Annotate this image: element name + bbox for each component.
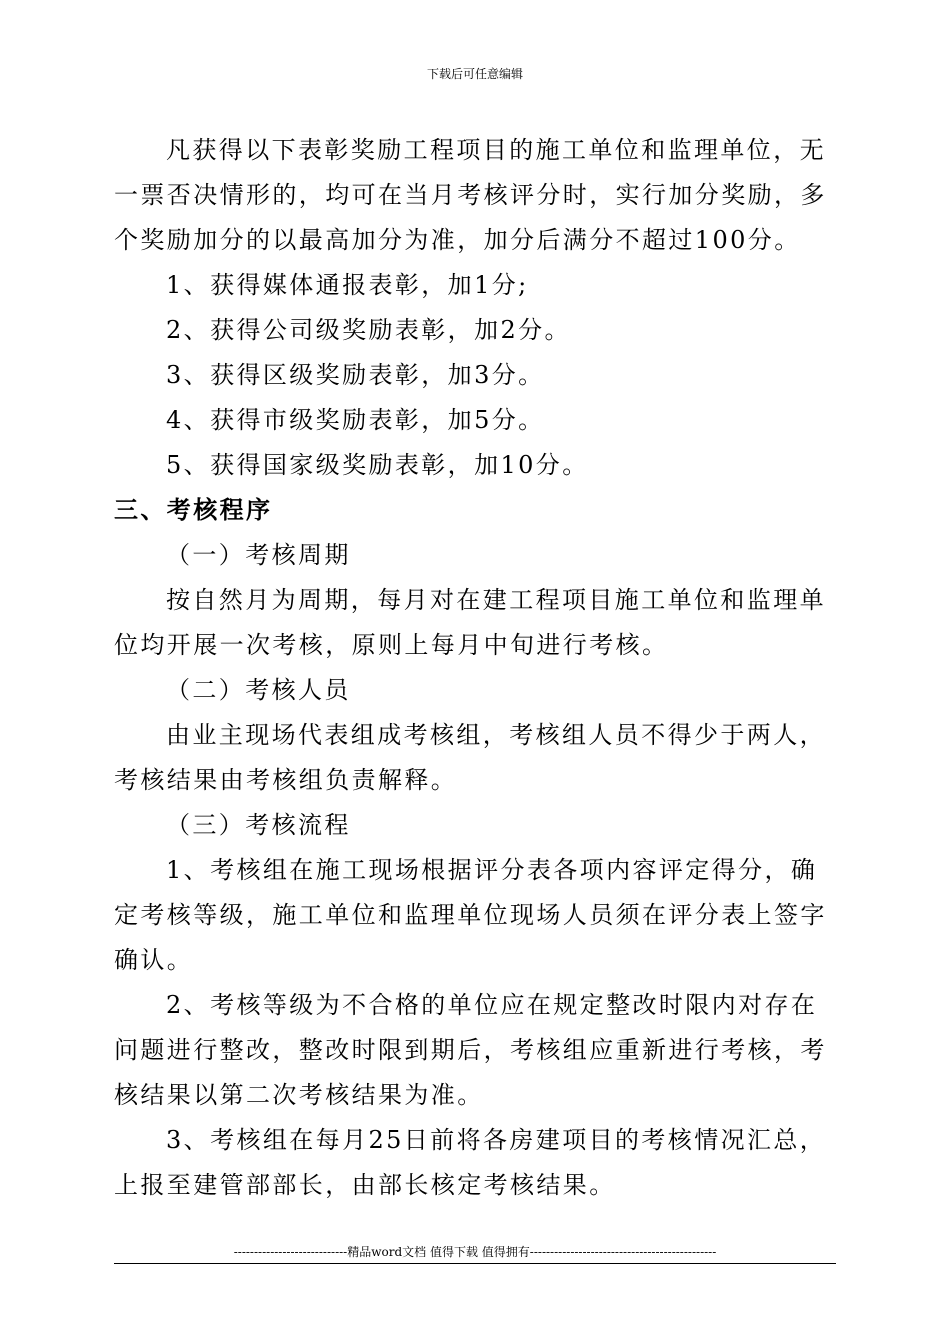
section-heading-procedure: 三、考核程序 [114, 496, 273, 524]
award-item-4: 4、获得市级奖励表彰，加5分。 [166, 406, 545, 434]
award-item-3: 3、获得区级奖励表彰，加3分。 [166, 361, 545, 389]
period-paragraph: 按自然月为周期，每月对在建工程项目施工单位和监理单位均开展一次考核，原则上每月中旬进行考核。 [114, 586, 826, 659]
award-item-2: 2、获得公司级奖励表彰，加2分。 [166, 316, 571, 344]
document-body [114, 128, 836, 1208]
process-step-2: 2、考核等级为不合格的单位应在规定整改时限内对存在问题进行整改，整改时限到期后，考核组应重新进行考核，考核结果以第二次考核结果为准。 [114, 991, 827, 1109]
subheading-personnel: （二）考核人员 [166, 676, 351, 704]
bonus-intro-paragraph: 凡获得以下表彰奖励工程项目的施工单位和监理单位，无一票否决情形的，均可在当月考核评分时，实行加分奖励，多个奖励加分的以最高加分为准，加分后满分不超过100分。 [114, 136, 827, 254]
page-footer: ----------------------------精品word文档 值得下载 值得拥有---------------------------------------------- [233, 1245, 717, 1259]
award-item-5: 5、获得国家级奖励表彰，加10分。 [166, 451, 589, 479]
footer-divider [114, 1263, 836, 1264]
process-step-3: 3、考核组在每月25日前将各房建项目的考核情况汇总，上报至建管部部长，由部长核定考核结果。 [114, 1126, 827, 1199]
page-header: 下载后可任意编辑 [426, 67, 523, 81]
process-step-1: 1、考核组在施工现场根据评分表各项内容评定得分，确定考核等级，施工单位和监理单位现场人员须在评分表上签字确认。 [114, 856, 827, 974]
award-item-1: 1、获得媒体通报表彰，加1分; [166, 271, 529, 299]
subheading-process: （三）考核流程 [166, 811, 351, 839]
subheading-period: （一）考核周期 [166, 541, 351, 569]
personnel-paragraph: 由业主现场代表组成考核组，考核组人员不得少于两人，考核结果由考核组负责解释。 [114, 721, 826, 794]
